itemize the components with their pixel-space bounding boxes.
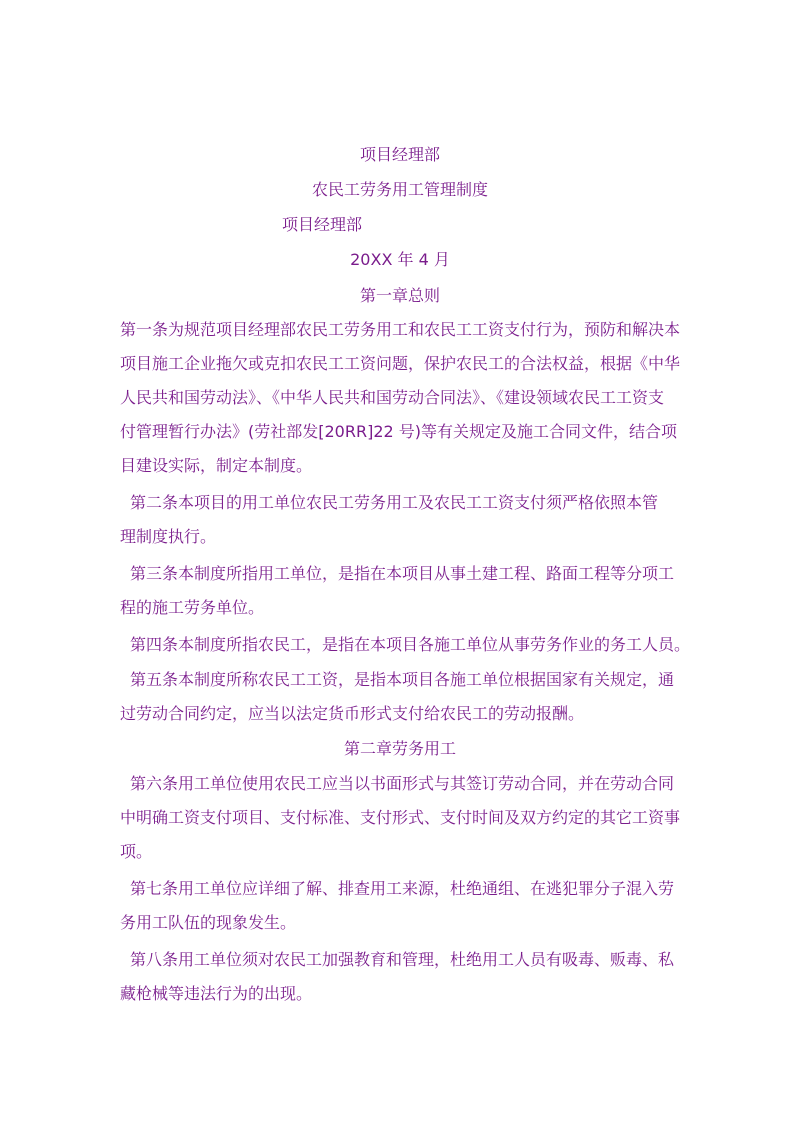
department-subtitle: 项目经理部 (282, 215, 363, 234)
article-2-line: 理制度执行。 (120, 527, 217, 546)
article-5-line: 过劳动合同约定，应当以法定货币形式支付给农民工的劳动报酬。 (120, 704, 585, 723)
article-1-line: 第一条为规范项目经理部农民工劳务用工和农民工工资支付行为，预防和解决本 (120, 320, 681, 339)
article-2-line: 第二条本项目的用工单位农民工劳务用工及农民工工资支付须严格依照本管 (130, 493, 659, 512)
article-6-line: 中明确工资支付项目、支付标准、支付形式、支付时间及双方约定的其它工资事 (120, 808, 681, 827)
article-7-line: 第七条用工单位应详细了解、排查用工来源，杜绝通组、在逃犯罪分子混入劳 (130, 879, 675, 898)
article-1-line: 目建设实际，制定本制度。 (120, 456, 313, 475)
document-date: 20XX 年 4 月 (350, 250, 450, 269)
article-1-line: 人民共和国劳动法》、《中华人民共和国劳动合同法》、《建设领域农民工工资支 (120, 388, 665, 407)
article-1-line: 付管理暂行办法》(劳社部发[20RR]22 号)等有关规定及施工合同文件，结合项 (120, 422, 678, 441)
article-5-line: 第五条本制度所称农民工工资，是指本项目各施工单位根据国家有关规定，通 (130, 670, 675, 689)
article-8-line: 第八条用工单位须对农民工加强教育和管理，杜绝用工人员有吸毒、贩毒、私 (130, 950, 675, 969)
chapter-1-heading: 第一章总则 (359, 286, 440, 305)
department-title: 项目经理部 (359, 145, 440, 164)
article-3-line: 程的施工劳务单位。 (120, 598, 265, 617)
article-7-line: 务用工队伍的现象发生。 (120, 913, 297, 932)
document-title: 农民工劳务用工管理制度 (311, 180, 488, 199)
article-6-line: 第六条用工单位使用农民工应当以书面形式与其签订劳动合同，并在劳动合同 (130, 774, 675, 793)
article-3-line: 第三条本制度所指用工单位，是指在本项目从事土建工程、路面工程等分项工 (130, 564, 675, 583)
article-6-line: 项。 (120, 842, 153, 861)
article-1-line: 项目施工企业拖欠或克扣农民工工资问题，保护农民工的合法权益，根据《中华 (120, 354, 681, 373)
article-4-line: 第四条本制度所指农民工，是指在本项目各施工单位从事劳务作业的务工人员。 (130, 635, 691, 654)
chapter-2-heading: 第二章劳务用工 (343, 739, 456, 758)
article-8-line: 藏枪械等违法行为的出现。 (120, 984, 313, 1003)
